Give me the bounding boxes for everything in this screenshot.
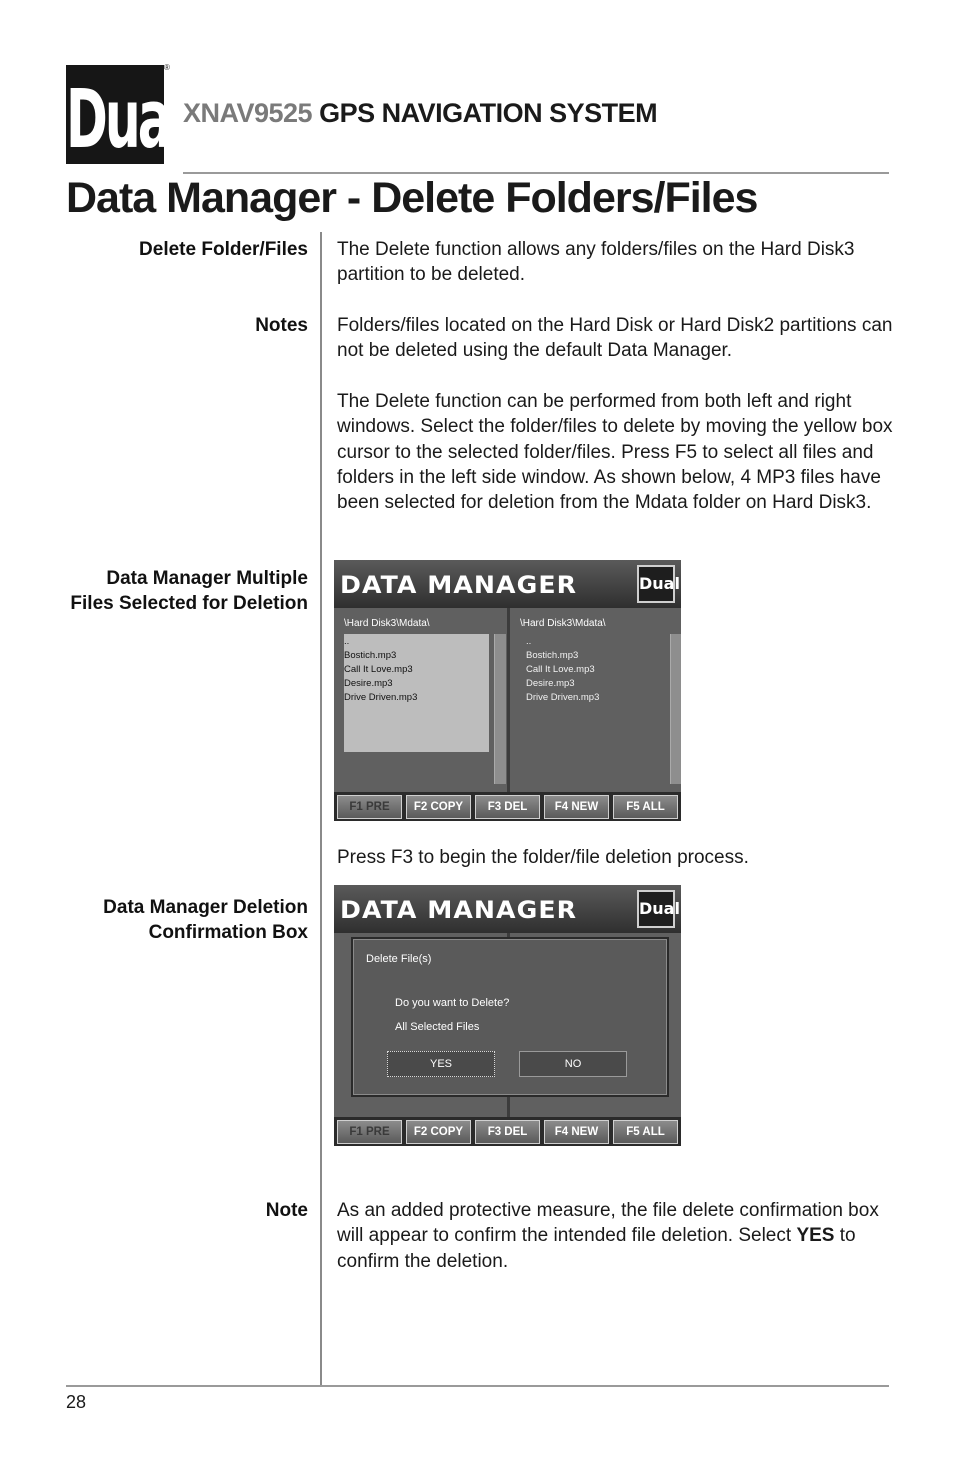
- figure2-label: Data Manager Deletion Confirmation Box: [103, 897, 308, 943]
- dual-logo: [66, 65, 183, 168]
- data-manager-screenshot-selected: [334, 560, 681, 821]
- notes-text-2: The Delete function can be performed from both left and right windows. Select the folder/files to delete by moving the yellow box cursor to the selected folder/files. Press F5 to select all files and folders in the left side window. As shown below, 4 MP3 files have been selected for deletion from the Mdata folder on Hard Disk3.: [337, 391, 893, 514]
- screen-titlebar: [334, 885, 681, 933]
- f3-del-button[interactable]: F3 DEL: [475, 1120, 540, 1144]
- page-title: Data Manager - Delete Folders/Files: [66, 174, 758, 222]
- delete-confirmation-dialog: [351, 937, 669, 1097]
- note-yes-bold: YES: [796, 1225, 835, 1247]
- figure1-label: Data Manager Multiple Files Selected for Deletion: [70, 568, 308, 614]
- file-item[interactable]: Drive Driven.mp3: [526, 692, 600, 703]
- file-item[interactable]: Desire.mp3: [526, 678, 575, 689]
- press-f3-text: Press F3 to begin the folder/file deletion process.: [337, 847, 749, 868]
- data-manager-screenshot-confirm: [334, 885, 681, 1146]
- product-name: GPS NAVIGATION SYSTEM: [319, 98, 658, 128]
- dialog-detail: All Selected Files: [395, 1021, 480, 1033]
- file-item[interactable]: Call It Love.mp3: [526, 664, 595, 675]
- f1-pre-button[interactable]: F1 PRE: [337, 795, 402, 819]
- parent-entry[interactable]: ..: [526, 636, 532, 647]
- file-item[interactable]: Drive Driven.mp3: [344, 692, 418, 703]
- left-scrollbar[interactable]: [494, 634, 506, 784]
- page-number: 28: [66, 1392, 87, 1412]
- f1-pre-button[interactable]: F1 PRE: [337, 1120, 402, 1144]
- delete-label: Delete Folder/Files: [139, 239, 308, 260]
- note-text-end: to confirm the deletion.: [337, 1225, 856, 1272]
- dialog-question: Do you want to Delete?: [395, 997, 510, 1009]
- registered-mark: ®: [164, 63, 170, 72]
- left-pane: [334, 608, 507, 792]
- right-pane: [510, 608, 681, 792]
- right-scrollbar[interactable]: [670, 634, 681, 784]
- right-file-list[interactable]: [526, 634, 666, 752]
- model-number: XNAV9525: [183, 98, 313, 128]
- notes-text-1: Folders/files located on the Hard Disk or Hard Disk2 partitions can not be deleted using the default Data Manager.: [337, 315, 893, 362]
- note-label: Note: [265, 1200, 308, 1221]
- yes-button[interactable]: YES: [387, 1051, 495, 1077]
- note-paragraph: [337, 1198, 897, 1274]
- f5-all-button[interactable]: F5 ALL: [613, 795, 678, 819]
- notes-label: Notes: [255, 315, 308, 336]
- file-item[interactable]: Desire.mp3: [344, 678, 393, 689]
- column-divider: [320, 232, 322, 1386]
- f4-new-button[interactable]: F4 NEW: [544, 795, 609, 819]
- note-text: As an added protective measure, the file delete confirmation box will appear to confirm the intended file deletion. Select: [337, 1200, 879, 1247]
- screen-logo: Dual: [637, 890, 675, 928]
- left-file-list[interactable]: [344, 634, 489, 752]
- function-key-bar: [334, 792, 681, 821]
- file-item[interactable]: Call It Love.mp3: [344, 664, 413, 675]
- f3-del-button[interactable]: F3 DEL: [475, 795, 540, 819]
- function-key-bar: [334, 1117, 681, 1146]
- footer-rule: [66, 1385, 889, 1387]
- right-path: \Hard Disk3\Mdata\: [520, 618, 606, 629]
- no-button[interactable]: NO: [519, 1051, 627, 1077]
- logo-text: Dual: [66, 73, 183, 168]
- screen-title: DATA MANAGER: [340, 571, 578, 599]
- screen-logo: Dual: [637, 565, 675, 603]
- file-item[interactable]: Bostich.mp3: [526, 650, 579, 661]
- left-path: \Hard Disk3\Mdata\: [344, 618, 430, 629]
- f4-new-button[interactable]: F4 NEW: [544, 1120, 609, 1144]
- parent-entry[interactable]: ..: [344, 636, 350, 647]
- f2-copy-button[interactable]: F2 COPY: [406, 795, 471, 819]
- screen-title: DATA MANAGER: [340, 896, 578, 924]
- delete-text: The Delete function allows any folders/files on the Hard Disk3 partition to be deleted.: [337, 239, 855, 286]
- f2-copy-button[interactable]: F2 COPY: [406, 1120, 471, 1144]
- f5-all-button[interactable]: F5 ALL: [613, 1120, 678, 1144]
- dialog-title: Delete File(s): [366, 953, 432, 965]
- file-item[interactable]: Bostich.mp3: [344, 650, 397, 661]
- product-heading: [183, 98, 657, 129]
- screen-titlebar: [334, 560, 681, 608]
